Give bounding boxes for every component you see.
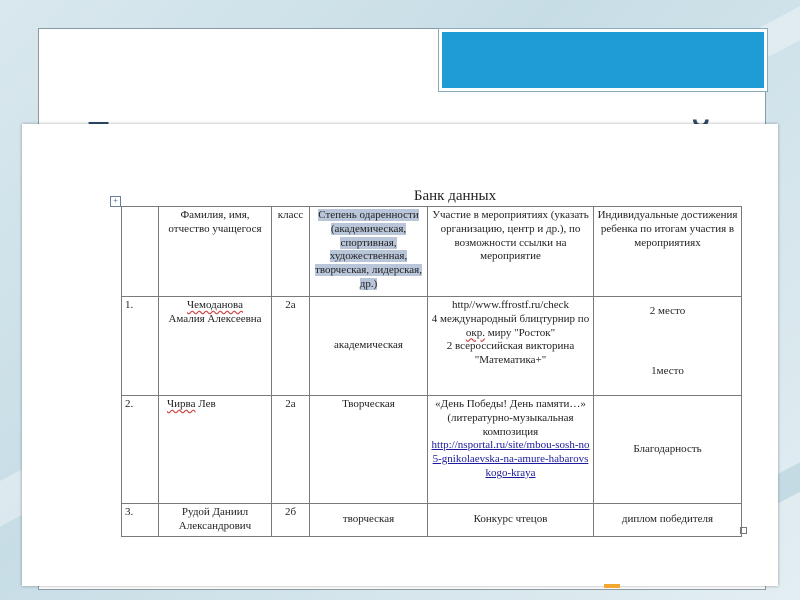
row-number: 3.	[122, 504, 159, 537]
table-row	[122, 504, 742, 537]
header-number	[122, 207, 159, 297]
giftedness-degree: академическая	[310, 297, 428, 396]
table-header-row	[122, 207, 742, 297]
slide-marker	[604, 584, 620, 588]
student-name: Рудой Даниил Александрович	[159, 504, 272, 537]
header-class: класс	[272, 207, 310, 297]
event-participation: http//www.ffrostf.ru/check 4 международный блицтурнир по окр. миру "Росток" 2 всероссийская викторина "Математика+"	[428, 297, 594, 396]
table-resize-handle-icon[interactable]	[740, 527, 747, 534]
table-row	[122, 297, 742, 396]
event-participation: «День Победы! День памяти…» (литературно-музыкальная композиция http://nsportal.ru/site/mbou-sosh-no5-gnikolaevska-na-amure-habarovskogo-kraya	[428, 396, 594, 504]
row-number: 1.	[122, 297, 159, 396]
giftedness-degree: Творческая	[310, 396, 428, 504]
achievements: 2 место 1место	[594, 297, 742, 396]
header-degree: Степень одаренности (академическая, спортивная, художественная, творческая, лидерская, др.)	[310, 207, 428, 297]
table-move-handle-icon[interactable]: +	[110, 196, 121, 207]
header-events: Участие в мероприятиях (указать организацию, центр и др.), по возможности ссылки на мероприятие	[428, 207, 594, 297]
document-page	[22, 124, 778, 586]
student-name: Чирва Лев	[159, 396, 272, 504]
student-class: 2а	[272, 297, 310, 396]
row-number: 2.	[122, 396, 159, 504]
event-link[interactable]: http://nsportal.ru/site/mbou-sosh-no5-gnikolaevska-na-amure-habarovskogo-kraya	[431, 439, 590, 479]
event-link[interactable]: http//www.ffrostf.ru/check	[452, 299, 569, 311]
document-heading: Банк данных	[413, 188, 497, 204]
student-name: Чемоданова Амалия Алексеевна	[159, 297, 272, 396]
header-achievements: Индивидуальные достижения ребенка по итогам участия в мероприятиях	[594, 207, 742, 297]
table-row	[122, 396, 742, 504]
data-table	[121, 206, 742, 537]
student-class: 2б	[272, 504, 310, 537]
header-name: Фамилия, имя, отчество учащегося	[159, 207, 272, 297]
achievements: Благодарность	[594, 396, 742, 504]
accent-box	[439, 29, 767, 91]
achievements: диплом победителя	[594, 504, 742, 537]
event-participation: Конкурс чтецов	[428, 504, 594, 537]
giftedness-degree: творческая	[310, 504, 428, 537]
student-class: 2а	[272, 396, 310, 504]
